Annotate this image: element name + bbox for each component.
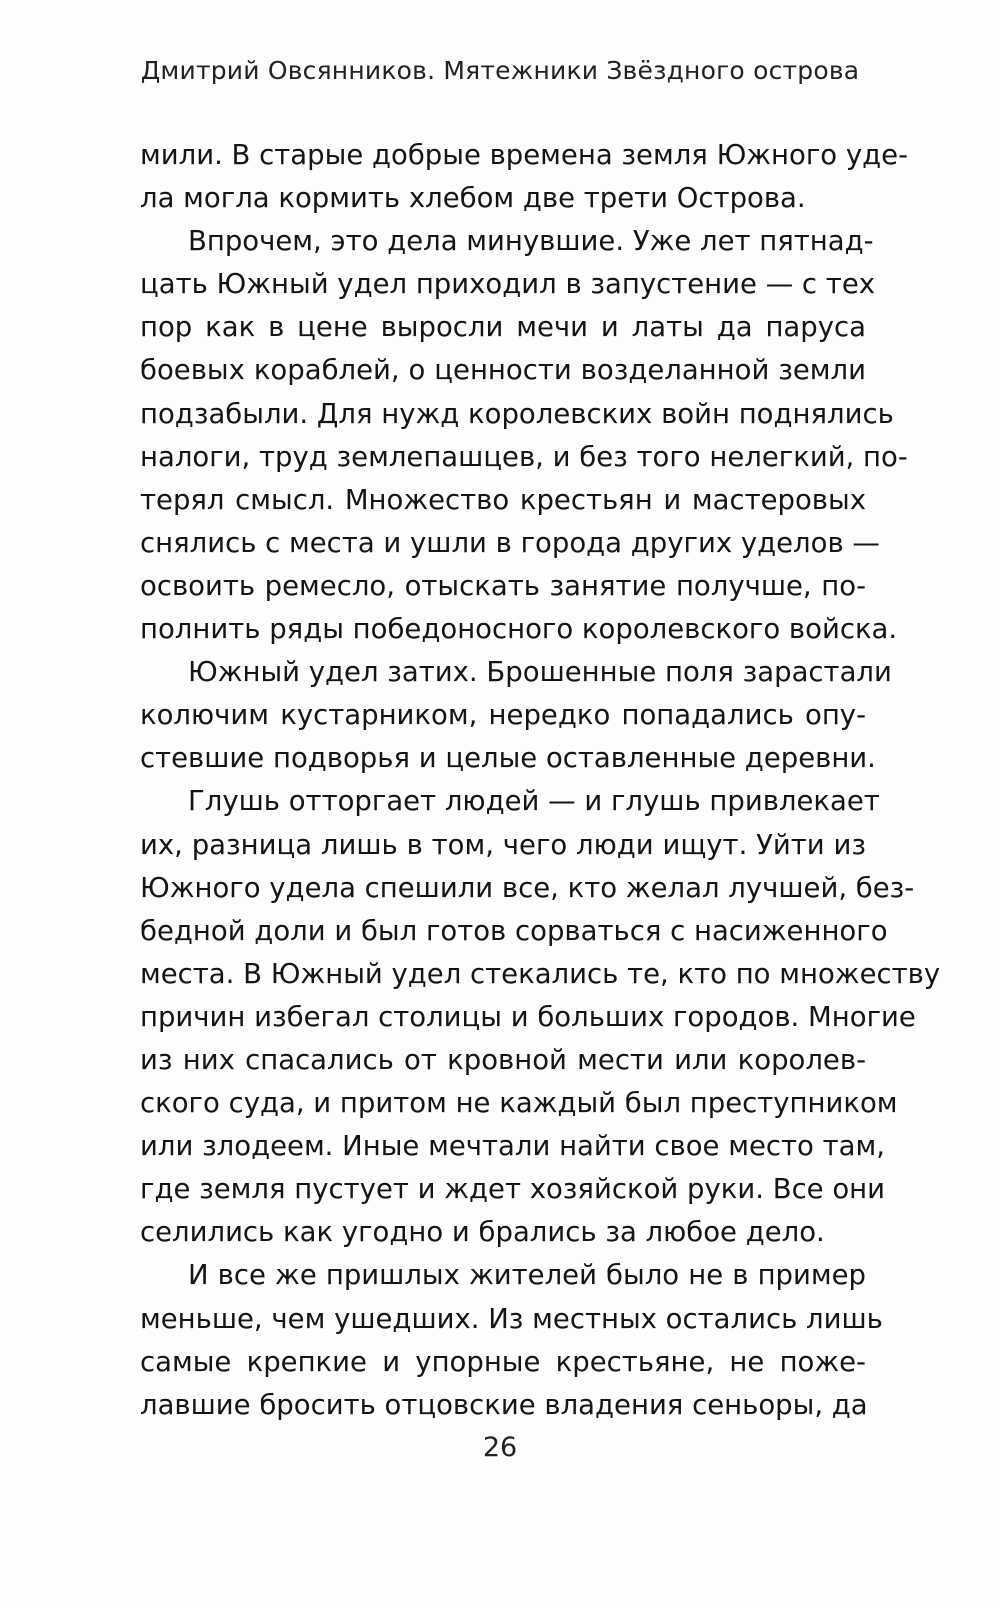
text-line: самые крепкие и упорные крестьяне, не поже- — [140, 1345, 866, 1378]
body-text — [140, 134, 941, 1427]
text-line: полнить ряды победоносного королевского войска. — [140, 613, 898, 646]
text-line: селились как угодно и брались за любое дело. — [140, 1216, 825, 1249]
text-line: Южный удел затих. Брошенные поля зарастали — [188, 656, 892, 689]
text-line: цать Южный удел приходил в запустение — с тех — [140, 268, 876, 301]
text-line: ского суда, и притом не каждый был преступником — [140, 1087, 898, 1120]
text-line: причин избегал столицы и больших городов. Многие — [140, 1000, 916, 1033]
text-line: терял смысл. Множество крестьян и мастеровых — [140, 483, 866, 516]
text-line: налоги, труд землепашцев, и без того нелегкий, по- — [140, 440, 908, 473]
text-line: из них спасались от кровной мести или королев- — [140, 1043, 866, 1076]
text-line: И все же пришлых жителей было не в пример — [188, 1259, 866, 1292]
text-line: ла могла кормить хлебом две трети Острова. — [140, 182, 806, 215]
text-line: подзабыли. Для нужд королевских войн поднялись — [140, 397, 894, 430]
text-line: лавшие бросить отцовские владения сеньоры, да — [140, 1388, 868, 1421]
text-line: снялись с места и ушли в города других уделов — — [140, 526, 880, 559]
running-header-title: Дмитрий Овсянников. Мятежники Звёздного острова — [140, 56, 860, 85]
text-line: где земля пустует и ждет хозяйской руки. Все они — [140, 1173, 886, 1206]
text-line: места. В Южный удел стекались те, кто по множеству — [140, 957, 941, 990]
text-line: их, разница лишь в том, чего люди ищут. Уйти из — [140, 828, 866, 861]
text-line: Впрочем, это дела минувшие. Уже лет пятнад- — [188, 225, 874, 258]
text-line: меньше, чем ушедших. Из местных остались лишь — [140, 1302, 883, 1335]
text-line: боевых кораблей, о ценности возделанной земли — [140, 354, 866, 387]
text-line: бедной доли и был готов сорваться с насиженного — [140, 914, 888, 947]
text-line: колючим кустарником, нередко попадались опу- — [140, 699, 866, 732]
text-line: или злодеем. Иные мечтали найти свое место там, — [140, 1130, 885, 1163]
text-line: мили. В старые добрые времена земля Южного уде- — [140, 139, 908, 171]
text-line: пор как в цене выросли мечи и латы да паруса — [140, 311, 866, 344]
text-line: стевшие подворья и целые оставленные деревни. — [140, 742, 876, 775]
text-line: Глушь отторгает людей — и глушь привлекает — [188, 785, 880, 818]
text-line: Южного удела спешили все, кто желал лучшей, без- — [140, 871, 915, 904]
page-number: 26 — [482, 1432, 518, 1463]
text-line: освоить ремесло, отыскать занятие получше, по- — [140, 569, 866, 602]
